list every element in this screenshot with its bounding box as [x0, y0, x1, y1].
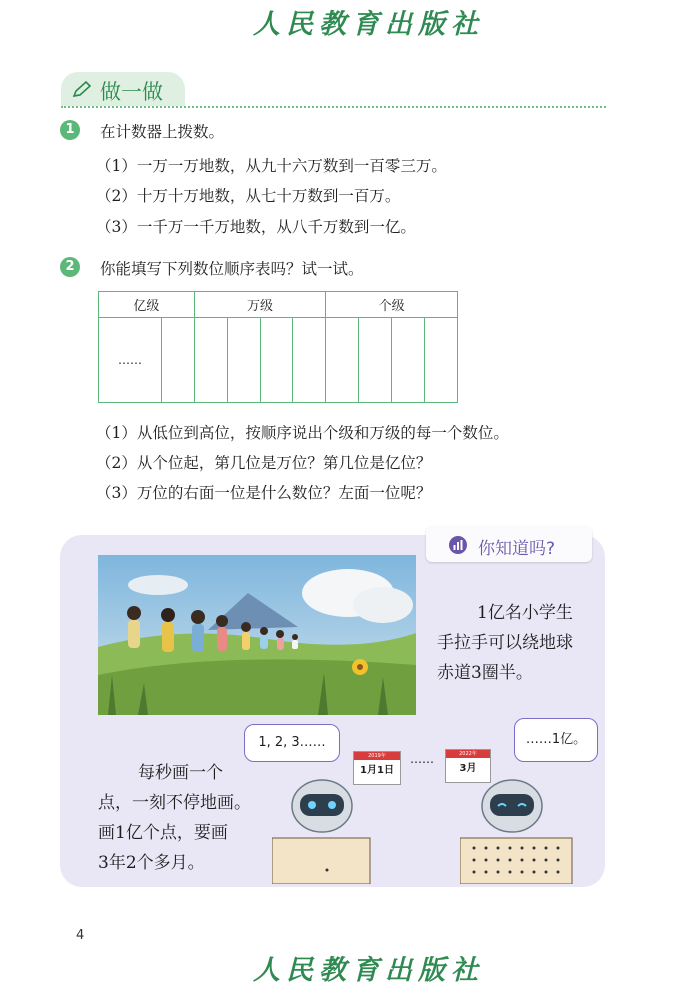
robot-drawing-right — [460, 772, 574, 884]
exercise-prompt: 你能填写下列数位顺序表吗？试一试。 — [100, 260, 364, 278]
table-cell: …… — [99, 317, 162, 402]
publisher-logo: 人民教育出版社 — [253, 9, 484, 40]
fact-text: 3年2个多月。 — [98, 853, 205, 873]
calendar-date: 3月 — [459, 763, 477, 774]
table-cell — [392, 317, 425, 402]
table-cell — [425, 317, 458, 402]
exercise-item: （3）一千万一千万地数，从八千万数到一亿。 — [96, 218, 416, 236]
chart-icon — [448, 535, 468, 555]
did-you-know-label: 你知道吗? — [478, 539, 556, 559]
calendar-year: 2022年 — [446, 750, 490, 758]
calendar-ellipsis: …… — [410, 752, 434, 766]
exercise-item: （2）十万十万地数，从七十万数到一百万。 — [96, 187, 401, 205]
speech-bubble-left: 1, 2, 3…… — [244, 724, 340, 762]
section-divider — [61, 106, 606, 108]
exercise-number: 1 — [60, 120, 80, 140]
robot-drawing-left — [272, 772, 372, 884]
table-header: 亿级 — [99, 292, 195, 318]
publisher-logo: 人民教育出版社 — [253, 955, 484, 986]
fact-text: 点，一刻不停地画。 — [98, 793, 251, 813]
exercise-item: （1）一万一万地数，从九十六万数到一百零三万。 — [96, 157, 447, 175]
table-header: 万级 — [194, 292, 326, 318]
fact-text: 每秒画一个 — [138, 763, 223, 783]
fact-text: 手拉手可以绕地球 — [437, 633, 573, 653]
table-cell — [227, 317, 260, 402]
fact-text: 画1亿个点，要画 — [98, 823, 228, 843]
exercise-item: （1）从低位到高位，按顺序说出个级和万级的每一个数位。 — [96, 424, 509, 442]
exercise-item: （2）从个位起，第几位是万位？第几位是亿位？ — [96, 454, 432, 472]
table-cell — [260, 317, 293, 402]
exercise-prompt: 在计数器上拨数。 — [100, 123, 225, 141]
table-cell — [359, 317, 392, 402]
table-cell — [194, 317, 227, 402]
pencil-icon — [71, 81, 93, 99]
page-number: 4 — [76, 928, 85, 943]
fact-text: 1亿名小学生 — [477, 603, 573, 623]
speech-bubble-right: ……1亿。 — [514, 718, 598, 762]
place-value-table — [98, 291, 458, 403]
exercise-item: （3）万位的右面一位是什么数位？左面一位呢？ — [96, 484, 432, 502]
table-header: 个级 — [326, 292, 458, 318]
section-title: 做一做 — [100, 80, 163, 104]
table-cell — [293, 317, 326, 402]
exercise-number: 2 — [60, 257, 80, 277]
children-meadow-illustration — [98, 555, 416, 715]
table-cell — [161, 317, 194, 402]
calendar-year: 2019年 — [354, 752, 400, 760]
calendar-date: 1月1日 — [360, 765, 394, 776]
fact-text: 赤道3圈半。 — [437, 663, 533, 683]
table-cell — [326, 317, 359, 402]
